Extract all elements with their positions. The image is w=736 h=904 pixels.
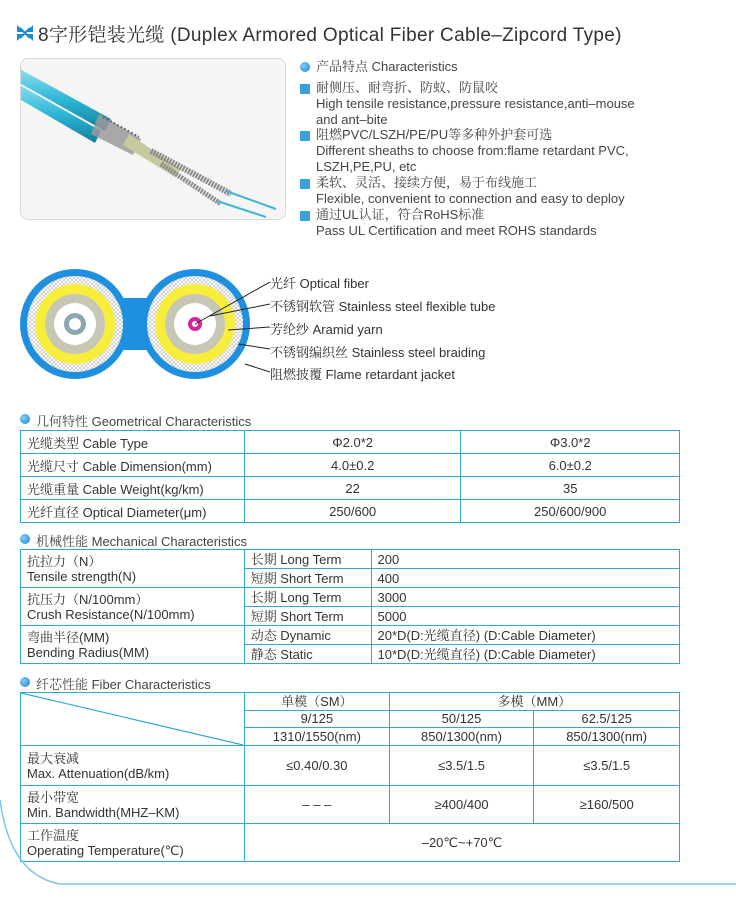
table-cell: 光纤直径 Optical Diameter(μm) bbox=[21, 500, 245, 523]
table-cell: Φ2.0*2 bbox=[244, 431, 461, 454]
tensile-cn: 抗拉力（N） bbox=[27, 553, 102, 569]
table-cell: 单模（SM） bbox=[244, 693, 389, 711]
table-cell: 35 bbox=[461, 477, 680, 500]
table-cell: 多模（MM） bbox=[389, 693, 679, 711]
table-row bbox=[21, 550, 680, 569]
square-bullet-icon bbox=[300, 84, 310, 94]
table-cell: ≥400/400 bbox=[389, 786, 534, 824]
table-cell: ≤3.5/1.5 bbox=[534, 746, 680, 786]
char-2-en2: LSZH,PE,PU, etc bbox=[316, 159, 417, 174]
table-cell bbox=[21, 550, 245, 588]
table-cell: ≤0.40/0.30 bbox=[244, 746, 389, 786]
table-cell: 200 bbox=[371, 550, 679, 569]
table-cell: 10*D(D:光缆直径) (D:Cable Diameter) bbox=[371, 645, 679, 664]
table-cell: 250/600/900 bbox=[461, 500, 680, 523]
page-title: 8字形铠装光缆 (Duplex Armored Optical Fiber Cable–Zipcord Type) bbox=[38, 25, 622, 46]
table-row bbox=[21, 693, 680, 711]
table-cell: 短期 Short Term bbox=[244, 569, 371, 588]
bending-en: Bending Radius(MM) bbox=[27, 644, 150, 660]
temperature-cn: 工作温度 bbox=[27, 827, 80, 843]
characteristics-heading: 产品特点 Characteristics bbox=[316, 59, 458, 74]
crush-en: Crush Resistance(N/100mm) bbox=[27, 606, 195, 622]
char-3-cn: 柔软、灵活、接续方便，易于布线施工 bbox=[316, 175, 538, 190]
square-bullet-icon bbox=[300, 179, 310, 189]
table-row bbox=[21, 588, 680, 607]
bullet-icon bbox=[300, 62, 310, 72]
table-cell: 静态 Static bbox=[244, 645, 371, 664]
product-photo bbox=[20, 58, 286, 220]
bullet-icon bbox=[20, 414, 30, 424]
diagonal-line bbox=[21, 693, 243, 745]
table-cell: 20*D(D:光缆直径) (D:Cable Diameter) bbox=[371, 626, 679, 645]
table-cell: 400 bbox=[371, 569, 679, 588]
diagram-label-fiber: 光纤 Optical fiber bbox=[270, 276, 369, 291]
table-cell-diagonal bbox=[21, 693, 245, 746]
char-2-en: Different sheaths to choose from:flame retardant PVC, bbox=[316, 143, 629, 158]
table-cell: 6.0±0.2 bbox=[461, 454, 680, 477]
bending-cn: 弯曲半径(MM) bbox=[27, 629, 110, 645]
table-cell: ≤3.5/1.5 bbox=[389, 746, 534, 786]
tensile-en: Tensile strength(N) bbox=[27, 568, 137, 584]
geometrical-table bbox=[20, 430, 680, 523]
mechanical-table bbox=[20, 549, 680, 664]
diagram-label-aramid: 芳纶纱 Aramid yarn bbox=[270, 322, 383, 337]
table-cell: –20℃~+70℃ bbox=[244, 824, 679, 862]
table-cell bbox=[21, 588, 245, 626]
table-cell: Φ3.0*2 bbox=[461, 431, 680, 454]
geometrical-heading: 几何特性 Geometrical Characteristics bbox=[36, 414, 252, 429]
crush-cn: 抗压力（N/100mm） bbox=[27, 591, 149, 607]
table-cell: 850/1300(nm) bbox=[534, 728, 680, 746]
table-cell: – – – bbox=[244, 786, 389, 824]
table-row bbox=[21, 431, 680, 454]
table-cell: 长期 Long Term bbox=[244, 550, 371, 569]
table-row bbox=[21, 477, 680, 500]
table-cell: 50/125 bbox=[389, 710, 534, 728]
temperature-en: Operating Temperature(℃) bbox=[27, 842, 184, 858]
table-cell: 1310/1550(nm) bbox=[244, 728, 389, 746]
diagram-label-tube: 不锈钢软管 Stainless steel flexible tube bbox=[270, 299, 496, 314]
cable-cross-section-diagram bbox=[20, 268, 270, 380]
attenuation-en: Max. Attenuation(dB/km) bbox=[27, 765, 170, 781]
table-cell: 3000 bbox=[371, 588, 679, 607]
table-cell: 动态 Dynamic bbox=[244, 626, 371, 645]
attenuation-cn: 最大衰减 bbox=[27, 750, 80, 766]
table-cell bbox=[21, 626, 245, 664]
table-cell: 4.0±0.2 bbox=[244, 454, 461, 477]
diagram-label-braiding: 不锈钢编织丝 Stainless steel braiding bbox=[270, 345, 486, 360]
char-1-en: High tensile resistance,pressure resistance,anti–mouse bbox=[316, 96, 635, 111]
table-cell: 9/125 bbox=[244, 710, 389, 728]
char-3-en: Flexible, convenient to connection and easy to deploy bbox=[316, 191, 625, 206]
table-cell: ≥160/500 bbox=[534, 786, 680, 824]
char-4-cn: 通过UL认证，符合RoHS标准 bbox=[316, 207, 485, 222]
table-cell: 22 bbox=[244, 477, 461, 500]
table-cell: 250/600 bbox=[244, 500, 461, 523]
bullet-icon bbox=[20, 534, 30, 544]
table-row bbox=[21, 500, 680, 523]
fiber-heading: 纤芯性能 Fiber Characteristics bbox=[36, 677, 211, 692]
table-cell: 62.5/125 bbox=[534, 710, 680, 728]
char-1-en2: and ant–bite bbox=[316, 112, 388, 127]
table-cell: 5000 bbox=[371, 607, 679, 626]
square-bullet-icon bbox=[300, 211, 310, 221]
table-cell: 光缆类型 Cable Type bbox=[21, 431, 245, 454]
decorative-curve bbox=[0, 780, 736, 904]
table-cell: 光缆重量 Cable Weight(kg/km) bbox=[21, 477, 245, 500]
char-4-en: Pass UL Certification and meet ROHS standards bbox=[316, 223, 597, 238]
mechanical-heading: 机械性能 Mechanical Characteristics bbox=[36, 534, 247, 549]
square-bullet-icon bbox=[300, 131, 310, 141]
bullet-icon bbox=[20, 677, 30, 687]
table-cell: 光缆尺寸 Cable Dimension(mm) bbox=[21, 454, 245, 477]
brand-logo-icon bbox=[17, 25, 33, 41]
bandwidth-cn: 最小带宽 bbox=[27, 789, 80, 805]
table-row bbox=[21, 626, 680, 645]
table-cell: 短期 Short Term bbox=[244, 607, 371, 626]
table-row bbox=[21, 454, 680, 477]
table-cell: 850/1300(nm) bbox=[389, 728, 534, 746]
char-2-cn: 阻燃PVC/LSZH/PE/PU等多种外护套可选 bbox=[316, 127, 553, 142]
char-1-cn: 耐侧压、耐弯折、防蚁、防鼠咬 bbox=[316, 80, 499, 95]
bandwidth-en: Min. Bandwidth(MHZ–KM) bbox=[27, 804, 180, 820]
diagram-label-jacket: 阻燃披覆 Flame retardant jacket bbox=[270, 367, 455, 382]
table-cell: 长期 Long Term bbox=[244, 588, 371, 607]
